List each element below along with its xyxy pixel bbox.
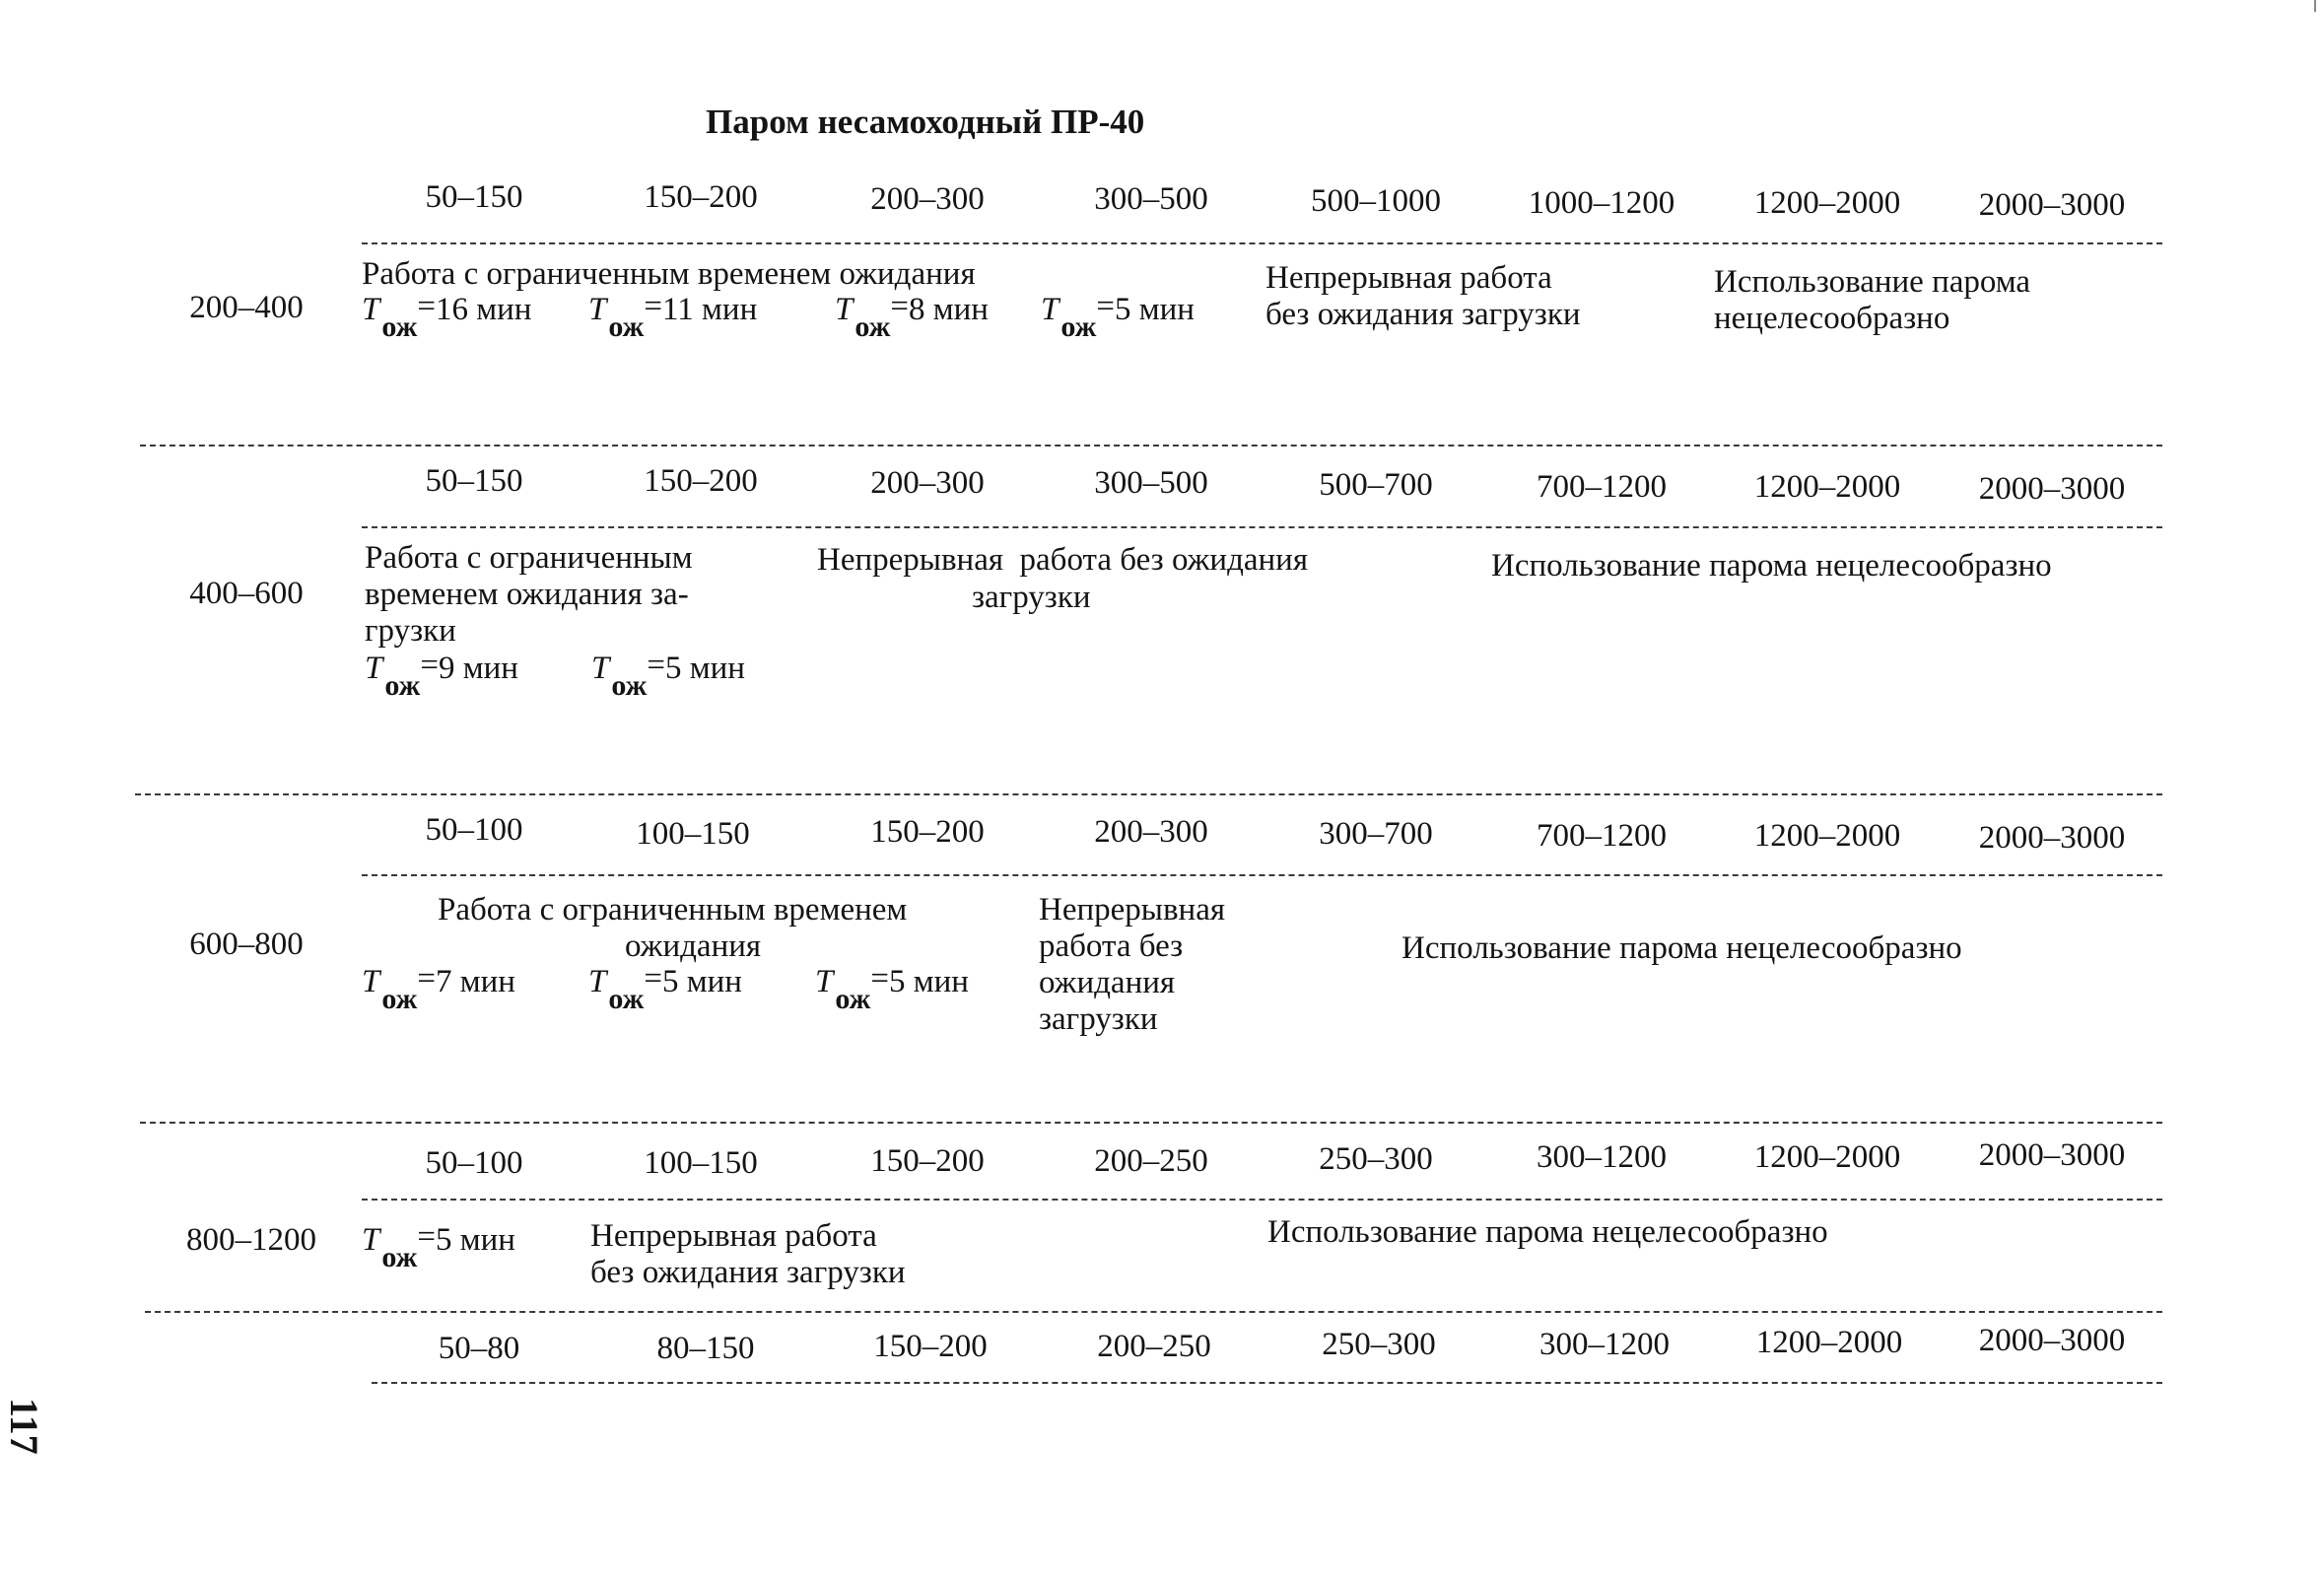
limited-wait-text-cont: ожидания [625,928,762,964]
dashed-divider [362,242,2162,244]
range-header: 100–150 [636,816,750,852]
corner-mark [2314,0,2316,12]
range-header: 200–300 [1094,814,1208,850]
range-header: 500–700 [1319,467,1433,503]
continuous-work-text: Непрерывная работа без ожидания загрузки [1265,260,1581,332]
limited-wait-text: Работа с ограниченным временем [438,892,908,927]
range-header: 2000–3000 [1978,1323,2126,1358]
row-label: 600–800 [189,927,304,962]
unsuitable-text: Использование парома нецелесообразно [1401,930,1962,966]
unsuitable-text: Использование парома нецелесообразно [1491,548,2052,584]
range-header: 50–100 [425,1145,523,1181]
range-header: 150–200 [644,179,758,215]
range-header: 50–80 [438,1331,520,1366]
dashed-divider [362,1199,2162,1201]
range-header: 200–300 [870,181,985,217]
wait-time: Tож=8 мин [835,289,989,343]
range-header: 300–1200 [1539,1327,1670,1362]
wait-time: Tож=7 мин [362,961,515,1015]
page-title: Паром несамоходный ПР-40 [706,103,1145,141]
range-header: 1000–1200 [1528,185,1675,221]
range-header: 150–200 [870,814,985,850]
dashed-divider [135,793,2162,795]
wait-time: Tож=16 мин [362,289,532,343]
range-header: 50–150 [425,179,523,215]
range-header: 300–700 [1319,816,1433,852]
range-header: 2000–3000 [1978,820,2126,856]
wait-time: Tож=5 мин [815,961,969,1015]
range-header: 700–1200 [1537,469,1667,505]
range-header: 1200–2000 [1753,1139,1901,1175]
range-header: 50–100 [425,812,523,848]
limited-wait-text: Работа с ограниченным временем ожидания за- грузки [365,540,693,649]
range-header: 700–1200 [1537,818,1667,854]
range-header: 500–1000 [1311,183,1441,219]
range-header: 2000–3000 [1978,1137,2126,1173]
range-header: 300–500 [1094,465,1208,501]
dashed-divider [372,1382,2162,1384]
dashed-divider [140,445,2162,447]
wait-time: Tож=5 мин [1041,289,1195,343]
wait-time: Tож=9 мин [365,648,518,702]
unsuitable-text: Использование парома нецелесообразно [1267,1214,1828,1250]
range-header: 2000–3000 [1978,187,2126,223]
range-header: 300–500 [1094,181,1208,217]
row-label: 800–1200 [186,1222,316,1258]
dashed-divider [140,1122,2162,1124]
wait-time: Tож=5 мин [362,1219,515,1273]
range-header: 50–150 [425,463,523,499]
range-header: 1200–2000 [1753,469,1901,505]
continuous-work-text: Непрерывная работа без ожидания [817,542,1309,578]
range-header: 150–200 [644,463,758,499]
range-header: 300–1200 [1537,1139,1667,1175]
range-header: 200–250 [1094,1143,1208,1179]
unsuitable-text: Использование парома нецелесообразно [1714,264,2031,336]
dashed-divider [145,1311,2162,1313]
range-header: 1200–2000 [1753,818,1901,854]
continuous-work-text: Непрерывная работа без ожидания загрузки [590,1218,906,1290]
range-header: 2000–3000 [1978,471,2126,507]
range-header: 250–300 [1319,1141,1433,1177]
range-header: 150–200 [870,1143,985,1179]
row-label: 200–400 [189,290,304,325]
wait-time: Tож=5 мин [588,961,742,1015]
page-number: 117 [2,1398,46,1455]
continuous-work-text: Непрерывная работа без ожидания загрузки [1039,892,1226,1037]
range-header: 1200–2000 [1755,1325,1903,1360]
wait-time: Tож=11 мин [588,289,758,343]
range-header: 200–300 [870,465,985,501]
row-label: 400–600 [189,576,304,611]
range-header: 250–300 [1322,1327,1436,1362]
dashed-divider [362,874,2162,876]
range-header: 200–250 [1097,1329,1211,1364]
continuous-work-text-cont: загрузки [972,580,1091,615]
range-header: 80–150 [656,1331,755,1366]
wait-time: Tож=5 мин [591,648,745,702]
range-header: 100–150 [644,1145,758,1181]
dashed-divider [362,526,2162,528]
range-header: 150–200 [873,1329,988,1364]
limited-wait-text: Работа с ограниченным временем ожидания [362,256,976,292]
range-header: 1200–2000 [1753,185,1901,221]
